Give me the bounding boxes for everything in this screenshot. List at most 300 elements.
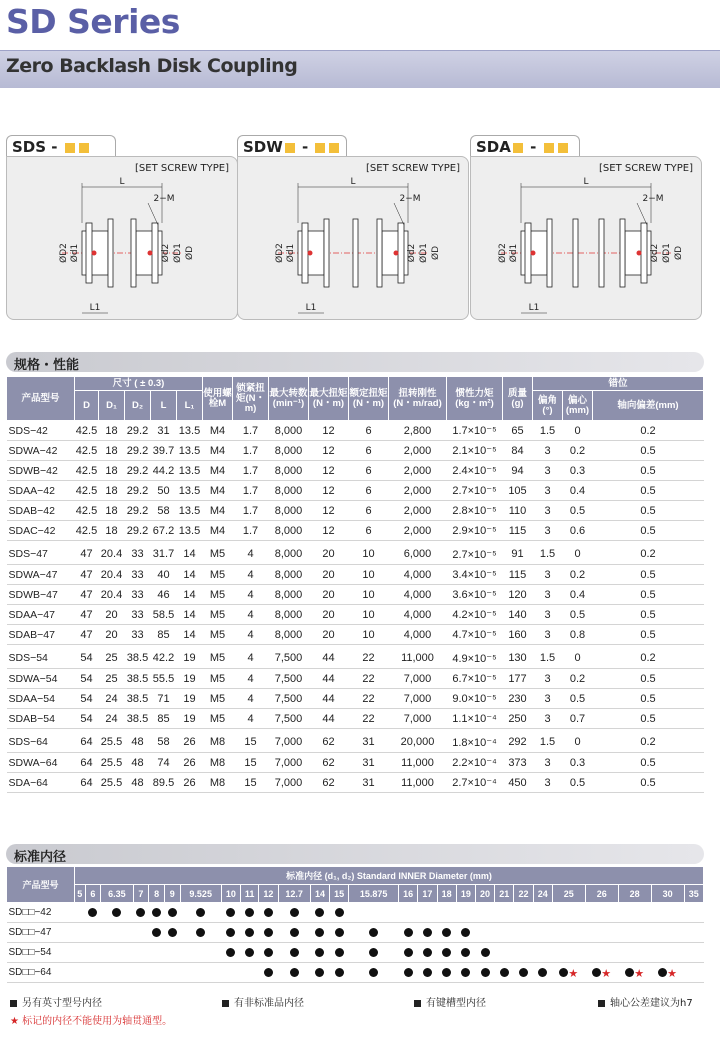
- spec-cell: 11,000: [389, 649, 447, 669]
- spec-cell: 31: [349, 753, 389, 773]
- diameter-cell: [330, 943, 349, 963]
- spec-cell: 6: [349, 441, 389, 461]
- diameter-cell: [418, 923, 437, 943]
- note-inch: 另有英寸型号内径: [10, 994, 102, 1009]
- diameter-cell: [552, 963, 585, 983]
- spec-cell: 19: [177, 689, 203, 709]
- diameter-cell: [180, 943, 221, 963]
- model-cell: SDAC−42: [7, 521, 75, 541]
- spec-cell: 2,800: [389, 421, 447, 441]
- spec-cell: 14: [177, 605, 203, 625]
- spec-cell: 20: [309, 625, 349, 645]
- diameter-cell: [418, 943, 437, 963]
- available-dot-icon: [168, 908, 177, 917]
- set-screw-hole: [531, 251, 536, 256]
- spec-cell: 13.5: [177, 461, 203, 481]
- model-cell: SDWB−47: [7, 585, 75, 605]
- spec-cell: 3: [533, 521, 563, 541]
- available-dot-icon: [152, 928, 161, 937]
- spec-cell: 19: [177, 669, 203, 689]
- spec-cell: 3: [533, 501, 563, 521]
- disk-pack: [324, 219, 329, 287]
- spec-cell: 0.5: [563, 689, 593, 709]
- spec-cell: 140: [503, 605, 533, 625]
- spec-cell: 0.5: [563, 501, 593, 521]
- diameter-header: 17: [418, 885, 437, 903]
- model-cell: SDS−42: [7, 421, 75, 441]
- col-misalign-group: 错位: [533, 377, 704, 391]
- spec-cell: 18: [99, 461, 125, 481]
- spec-cell: 8,000: [269, 625, 309, 645]
- model-cell: SD□□−64: [7, 963, 75, 983]
- spec-cell: 6: [349, 481, 389, 501]
- diameter-cell: [149, 943, 165, 963]
- spec-cell: 91: [503, 545, 533, 565]
- spec-cell: 4.9×10⁻⁵: [447, 649, 503, 669]
- right-flange: [641, 223, 647, 283]
- spec-cell: 0.5: [593, 625, 704, 645]
- spec-cell: 250: [503, 709, 533, 729]
- diameter-cell: [221, 923, 240, 943]
- spec-cell: 0: [563, 649, 593, 669]
- spec-cell: 10: [349, 625, 389, 645]
- spec-cell: 1.7: [233, 461, 269, 481]
- spec-cell: 62: [309, 753, 349, 773]
- spec-cell: 8,000: [269, 585, 309, 605]
- spec-cell: 13.5: [177, 501, 203, 521]
- diameter-cell: [585, 923, 618, 943]
- spec-cell: 10: [349, 605, 389, 625]
- spec-cell: 0.5: [593, 709, 704, 729]
- spec-cell: 4: [233, 669, 269, 689]
- diameter-cell: [495, 923, 514, 943]
- spec-cell: 85: [151, 625, 177, 645]
- spec-cell: 54: [75, 689, 99, 709]
- spec-cell: 44: [309, 689, 349, 709]
- spec-cell: 12: [309, 421, 349, 441]
- spec-row: [7, 773, 704, 793]
- spec-cell: 12: [309, 501, 349, 521]
- spec-row: [7, 709, 704, 729]
- spec-cell: M5: [203, 565, 233, 585]
- diameter-cell: [437, 923, 456, 943]
- diameter-header: 12: [259, 885, 278, 903]
- dim-m-label: 2−M: [399, 194, 421, 204]
- disk-pack: [131, 219, 136, 287]
- spec-cell: 3: [533, 753, 563, 773]
- model-cell: SDWA−54: [7, 669, 75, 689]
- spec-cell: 42.5: [75, 481, 99, 501]
- leader-line: [394, 203, 404, 225]
- inner-diameter-table: [6, 866, 704, 983]
- available-dot-icon: [404, 948, 413, 957]
- spec-cell: 29.2: [125, 441, 151, 461]
- leader-line: [637, 203, 647, 225]
- note-nonstandard: 有非标准品内径: [222, 994, 304, 1009]
- spec-cell: 2,000: [389, 521, 447, 541]
- diameter-cell: [475, 923, 494, 943]
- dim-d1-small-label: Ød1: [509, 243, 519, 263]
- col-screw: 使用螺栓M: [203, 377, 233, 421]
- inner-table-body: [7, 903, 704, 983]
- set-screw-type-label: [SET SCREW TYPE]: [135, 163, 229, 174]
- inner-row: [7, 923, 704, 943]
- diameter-cell: [495, 903, 514, 923]
- spec-cell: 0.5: [593, 689, 704, 709]
- spec-cell: 20.4: [99, 545, 125, 565]
- spec-cell: 18: [99, 501, 125, 521]
- card-body: [237, 156, 469, 320]
- available-dot-icon: [335, 968, 344, 977]
- spec-cell: 3: [533, 605, 563, 625]
- spec-cell: 0.2: [593, 545, 704, 565]
- spec-cell: 62: [309, 773, 349, 793]
- spec-cell: 2,000: [389, 501, 447, 521]
- spec-cell: 2,000: [389, 441, 447, 461]
- card-prefix: SDW: [243, 138, 283, 156]
- spec-cell: 0.5: [593, 669, 704, 689]
- diameter-header: 15.875: [349, 885, 399, 903]
- diameter-cell: [330, 963, 349, 983]
- spec-cell: 85: [151, 709, 177, 729]
- spec-cell: 0.5: [593, 521, 704, 541]
- dim-d2-small-label: Ød2: [650, 243, 660, 263]
- available-dot-icon: [264, 928, 273, 937]
- spec-cell: 15: [233, 753, 269, 773]
- diameter-header: 35: [684, 885, 703, 903]
- spec-cell: 25.5: [99, 733, 125, 753]
- spec-cell: 0.2: [563, 669, 593, 689]
- star-icon: ★: [601, 968, 612, 980]
- diameter-cell: [278, 943, 310, 963]
- diameter-cell: [133, 923, 149, 943]
- dim-d-label: ØD: [674, 245, 684, 261]
- col-model: 产品型号: [7, 377, 75, 421]
- spec-cell: 3: [533, 709, 563, 729]
- spec-cell: 2.1×10⁻⁵: [447, 441, 503, 461]
- spec-cell: 1.7×10⁻⁵: [447, 421, 503, 441]
- diameter-cell: [240, 923, 258, 943]
- dim-d-label: ØD: [431, 245, 441, 261]
- spec-cell: M4: [203, 441, 233, 461]
- spec-cell: 14: [177, 625, 203, 645]
- spec-cell: 0.5: [593, 461, 704, 481]
- col-size-group: 尺寸 ( ± 0.3): [75, 377, 203, 391]
- spec-cell: 0.5: [563, 605, 593, 625]
- spec-row: [7, 689, 704, 709]
- diameter-cell: [75, 943, 86, 963]
- available-dot-icon: [226, 928, 235, 937]
- spec-cell: 38.5: [125, 709, 151, 729]
- spec-cell: 115: [503, 565, 533, 585]
- placeholder-square-icon: [513, 143, 523, 153]
- spec-cell: 4: [233, 605, 269, 625]
- diameter-cell: [101, 943, 133, 963]
- spec-cell: 7,000: [389, 689, 447, 709]
- spec-cell: 160: [503, 625, 533, 645]
- diameter-cell: [456, 923, 475, 943]
- spec-cell: 1.7: [233, 421, 269, 441]
- available-dot-icon: [369, 948, 378, 957]
- diameter-cell: [533, 903, 552, 923]
- diameter-cell: [85, 943, 101, 963]
- diameter-header: 10: [221, 885, 240, 903]
- spec-cell: 2.8×10⁻⁵: [447, 501, 503, 521]
- spec-cell: 64: [75, 753, 99, 773]
- spec-cell: 450: [503, 773, 533, 793]
- col-l1: L₁: [177, 391, 203, 421]
- spec-row: [7, 501, 704, 521]
- diameter-cell: [164, 903, 180, 923]
- spec-cell: 4: [233, 709, 269, 729]
- diameter-header: 30: [651, 885, 684, 903]
- diameter-header: 6: [85, 885, 101, 903]
- note-star: ★ 标记的内径不能使用为轴贯通型。: [10, 1016, 173, 1027]
- spec-row: [7, 421, 704, 441]
- spec-cell: 48: [125, 753, 151, 773]
- spec-cell: 0.2: [593, 733, 704, 753]
- available-dot-icon: [461, 968, 470, 977]
- diameter-cell: [618, 963, 651, 983]
- dim-d2-small-label: Ød2: [161, 243, 171, 263]
- available-dot-icon: [335, 928, 344, 937]
- spec-cell: 9.0×10⁻⁵: [447, 689, 503, 709]
- spec-cell: 0: [563, 421, 593, 441]
- diameter-header: 18: [437, 885, 456, 903]
- spec-cell: 50: [151, 481, 177, 501]
- available-dot-icon: [245, 928, 254, 937]
- spec-cell: 22: [349, 689, 389, 709]
- spec-cell: 42.5: [75, 501, 99, 521]
- spec-cell: 33: [125, 605, 151, 625]
- diameter-cell: [259, 963, 278, 983]
- spec-cell: M4: [203, 461, 233, 481]
- spec-cell: 2.7×10⁻⁴: [447, 773, 503, 793]
- model-cell: SDA−64: [7, 773, 75, 793]
- spec-cell: 20: [99, 605, 125, 625]
- diameter-header: 16: [399, 885, 418, 903]
- spec-cell: 0.2: [593, 649, 704, 669]
- model-cell: SDWA−47: [7, 565, 75, 585]
- inner-row: [7, 943, 704, 963]
- spec-cell: 130: [503, 649, 533, 669]
- col-inner-group: 标准内径 (d₁, d₂) Standard INNER Diameter (mm): [75, 867, 704, 885]
- spec-cell: 15: [233, 733, 269, 753]
- spec-cell: 18: [99, 421, 125, 441]
- dim-d1-label: ØD1: [173, 243, 183, 263]
- spec-section-heading: 规格・性能: [6, 352, 704, 372]
- model-cell: SD□□−47: [7, 923, 75, 943]
- spec-cell: 13.5: [177, 441, 203, 461]
- spec-cell: 1.7: [233, 441, 269, 461]
- spec-cell: 6: [349, 521, 389, 541]
- spec-cell: 1.5: [533, 545, 563, 565]
- available-dot-icon: [442, 948, 451, 957]
- spec-cell: 0.5: [563, 773, 593, 793]
- spec-cell: 4,000: [389, 585, 447, 605]
- col-model: 产品型号: [7, 867, 75, 903]
- dim-d1-small-label: Ød1: [70, 243, 80, 263]
- spec-cell: M5: [203, 585, 233, 605]
- spec-cell: 20,000: [389, 733, 447, 753]
- spec-cell: 44: [309, 649, 349, 669]
- spec-cell: 29.2: [125, 521, 151, 541]
- spec-cell: 42.5: [75, 521, 99, 541]
- spec-cell: 54: [75, 649, 99, 669]
- card-body: [470, 156, 702, 320]
- spec-cell: 38.5: [125, 689, 151, 709]
- spec-cell: 1.8×10⁻⁴: [447, 733, 503, 753]
- spec-cell: 110: [503, 501, 533, 521]
- diameter-cell: [399, 963, 418, 983]
- set-screw-hole: [394, 251, 399, 256]
- diameter-cell: [618, 923, 651, 943]
- diameter-header: 9: [164, 885, 180, 903]
- spec-cell: 31.7: [151, 545, 177, 565]
- diameter-header: 25: [552, 885, 585, 903]
- spec-cell: 0.2: [563, 441, 593, 461]
- spec-cell: 14: [177, 545, 203, 565]
- dim-l-label: L: [583, 177, 589, 187]
- spec-cell: 8,000: [269, 501, 309, 521]
- note-tolerance: 轴心公差建议为h7: [598, 994, 693, 1009]
- disk-pack: [377, 219, 382, 287]
- spec-cell: 4.7×10⁻⁵: [447, 625, 503, 645]
- spec-cell: 67.2: [151, 521, 177, 541]
- spec-cell: 4: [233, 689, 269, 709]
- spec-cell: 0.5: [593, 605, 704, 625]
- dim-m-label: 2−M: [153, 194, 175, 204]
- spec-cell: 2,000: [389, 481, 447, 501]
- available-dot-icon: [264, 968, 273, 977]
- spec-cell: M4: [203, 521, 233, 541]
- diameter-cell: [180, 963, 221, 983]
- spec-row: [7, 669, 704, 689]
- diameter-cell: [399, 923, 418, 943]
- spec-cell: 7,000: [269, 733, 309, 753]
- spec-cell: 1.7: [233, 501, 269, 521]
- diameter-cell: [221, 903, 240, 923]
- col-d2: D₂: [125, 391, 151, 421]
- spec-cell: 3: [533, 689, 563, 709]
- spec-cell: 2.9×10⁻⁵: [447, 521, 503, 541]
- spec-cell: 2,000: [389, 461, 447, 481]
- spec-cell: 58.5: [151, 605, 177, 625]
- spec-cell: 44.2: [151, 461, 177, 481]
- model-cell: SDAB−54: [7, 709, 75, 729]
- spec-cell: 31: [349, 733, 389, 753]
- star-icon: ★: [568, 968, 579, 980]
- col-lock-torque: 锁紧扭矩(N・m): [233, 377, 269, 421]
- model-cell: SDS−54: [7, 649, 75, 669]
- spec-cell: 0.5: [593, 441, 704, 461]
- available-dot-icon: [519, 968, 528, 977]
- spec-cell: 2.7×10⁻⁵: [447, 481, 503, 501]
- spec-cell: M4: [203, 421, 233, 441]
- spec-cell: 71: [151, 689, 177, 709]
- spec-cell: 3: [533, 669, 563, 689]
- spec-cell: 373: [503, 753, 533, 773]
- available-dot-icon: [461, 928, 470, 937]
- dim-l-label: L: [119, 177, 125, 187]
- available-dot-icon: [290, 948, 299, 957]
- spec-cell: 0.3: [563, 461, 593, 481]
- diameter-header: 15: [330, 885, 349, 903]
- spec-cell: 8,000: [269, 545, 309, 565]
- left-flange: [302, 223, 308, 283]
- diameter-cell: [259, 903, 278, 923]
- spec-cell: 1.7: [233, 481, 269, 501]
- available-dot-icon: [196, 928, 205, 937]
- spec-table: [6, 376, 704, 793]
- spec-row: [7, 565, 704, 585]
- diameter-cell: [310, 923, 329, 943]
- diameter-header: 5: [75, 885, 86, 903]
- available-dot-icon: [335, 948, 344, 957]
- spec-cell: 3: [533, 565, 563, 585]
- spec-cell: 42.5: [75, 441, 99, 461]
- available-dot-icon: [423, 948, 432, 957]
- model-cell: SDWB−42: [7, 461, 75, 481]
- diameter-cell: [618, 903, 651, 923]
- col-offset: 偏心(mm): [563, 391, 593, 421]
- spec-cell: 25: [99, 669, 125, 689]
- spec-cell: 3: [533, 625, 563, 645]
- spec-cell: 1.1×10⁻⁴: [447, 709, 503, 729]
- spec-cell: 13.5: [177, 421, 203, 441]
- spec-cell: 0.8: [563, 625, 593, 645]
- diameter-cell: [221, 943, 240, 963]
- spec-cell: 24: [99, 709, 125, 729]
- spec-cell: M4: [203, 501, 233, 521]
- spec-cell: 47: [75, 585, 99, 605]
- model-cell: SDS−64: [7, 733, 75, 753]
- spec-cell: 25.5: [99, 753, 125, 773]
- spec-cell: 0.7: [563, 709, 593, 729]
- leader-line: [148, 203, 158, 225]
- diameter-cell: [514, 923, 533, 943]
- card-sds: [6, 135, 238, 320]
- spec-cell: 0.2: [593, 421, 704, 441]
- spec-cell: 58: [151, 501, 177, 521]
- star-icon: ★: [634, 968, 645, 980]
- spec-cell: 20: [309, 585, 349, 605]
- spec-cell: 177: [503, 669, 533, 689]
- available-dot-icon: [423, 928, 432, 937]
- square-bullet-icon: [598, 1000, 605, 1007]
- spec-cell: 12: [309, 521, 349, 541]
- spec-row: [7, 441, 704, 461]
- available-dot-icon: [264, 908, 273, 917]
- spec-cell: 22: [349, 709, 389, 729]
- spec-row: [7, 733, 704, 753]
- diameter-cell: [330, 923, 349, 943]
- diameter-cell: [75, 963, 86, 983]
- spec-cell: 7,000: [389, 669, 447, 689]
- spec-cell: 4,000: [389, 605, 447, 625]
- diameter-cell: [85, 923, 101, 943]
- diameter-cell: [684, 903, 703, 923]
- diameter-cell: [533, 943, 552, 963]
- spec-cell: M5: [203, 625, 233, 645]
- spec-cell: 0.3: [563, 753, 593, 773]
- spec-row: [7, 585, 704, 605]
- spec-cell: 4,000: [389, 565, 447, 585]
- coupling-drawing: [471, 173, 701, 319]
- spec-cell: 3: [533, 481, 563, 501]
- spec-cell: 20.4: [99, 565, 125, 585]
- available-dot-icon: [290, 968, 299, 977]
